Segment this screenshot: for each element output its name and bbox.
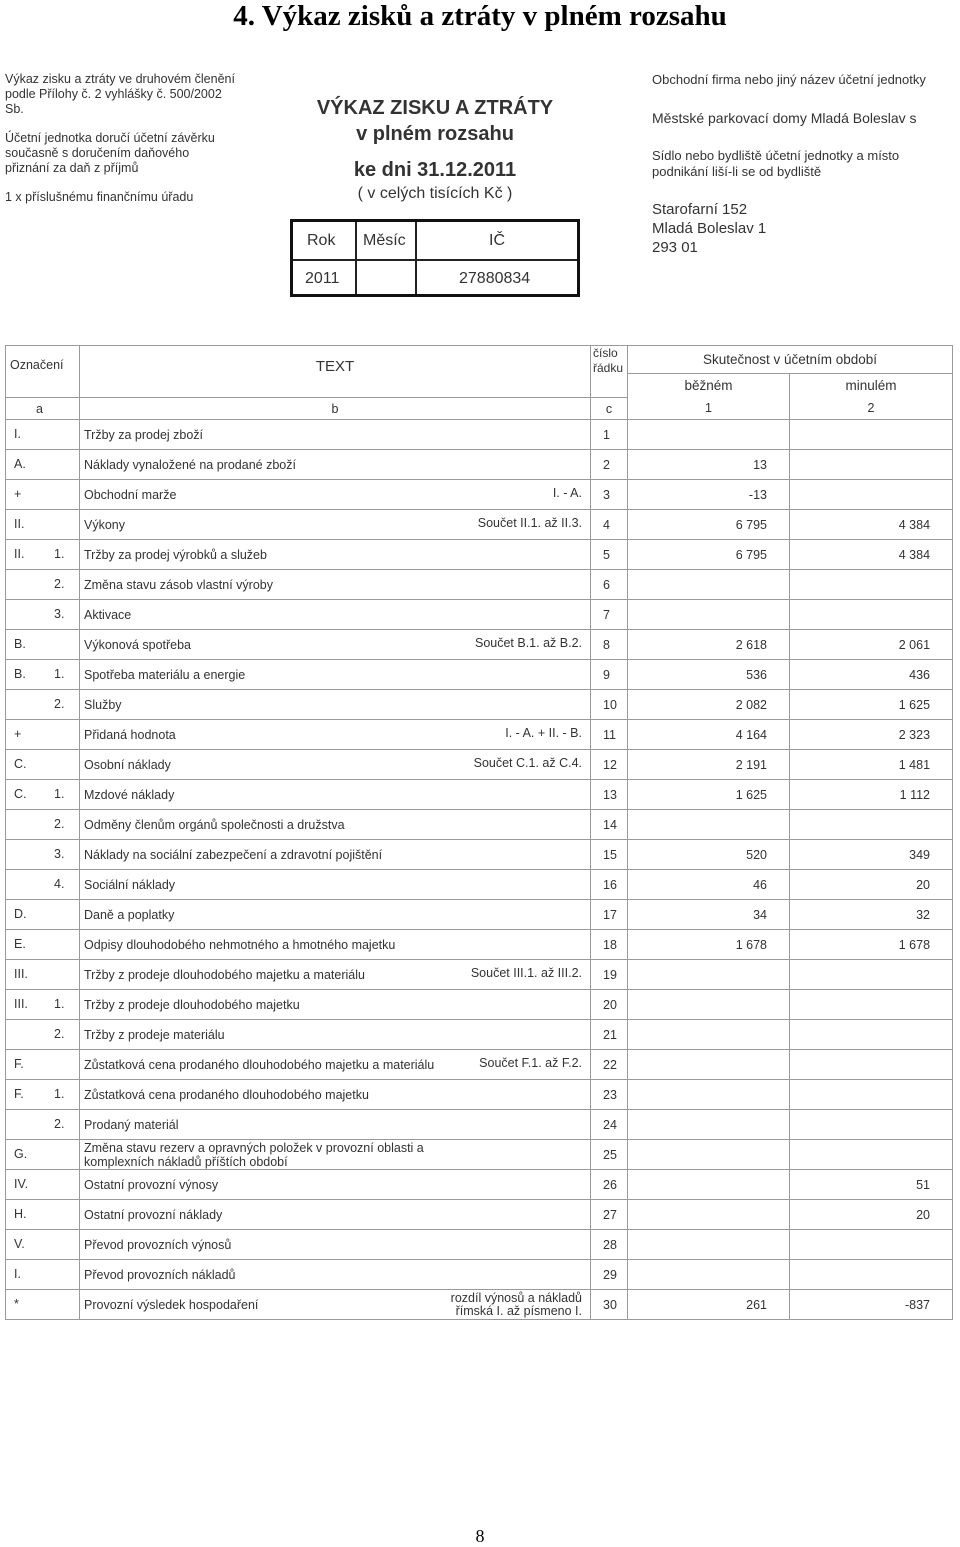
table-row [6,990,953,1020]
row-current-value [628,1230,790,1260]
row-text-cell [80,690,591,720]
table-row [6,1260,953,1290]
row-text: Odměny členům orgánů společnosti a družstva [84,817,345,832]
row-previous-value [790,810,953,840]
row-current-value: 13 [628,450,790,480]
row-current-value: 6 795 [628,540,790,570]
row-code-primary: A. [14,457,26,471]
row-text: Převod provozních výnosů [84,1237,232,1252]
row-previous-value: 349 [790,840,953,870]
row-previous-value [790,1050,953,1080]
row-previous-value: 4 384 [790,540,953,570]
entity-info [652,72,957,257]
row-designation [6,960,80,990]
row-designation [6,660,80,690]
row-text-cell [80,480,591,510]
table-row [6,780,953,810]
row-number: 17 [591,900,628,930]
row-number: 7 [591,600,628,630]
statement-title: VÝKAZ ZISKU A ZTRÁTY [316,97,554,119]
row-current-value [628,420,790,450]
row-previous-value [790,1140,953,1170]
row-formula: Součet F.1. až F.2. [479,1056,582,1070]
row-number: 3 [591,480,628,510]
row-text-cell [80,780,591,810]
row-number: 15 [591,840,628,870]
row-code-primary: B. [14,667,26,681]
row-designation [6,780,80,810]
subheader-b: b [80,398,591,420]
address-line-2: Mladá Boleslav 1 [652,220,767,237]
row-designation [6,840,80,870]
row-designation [6,540,80,570]
row-code-secondary: 2. [54,1027,65,1041]
row-text-cell [80,930,591,960]
table-row [6,1170,953,1200]
row-number: 9 [591,660,628,690]
row-text: Zůstatková cena prodaného dlouhodobého majetku a materiálu [84,1057,435,1072]
row-text-cell [80,840,591,870]
row-text: Tržby za prodej zboží [84,427,204,442]
row-current-value: 536 [628,660,790,690]
row-number: 24 [591,1110,628,1140]
header-oznaceni: Označení [6,346,80,398]
row-number: 29 [591,1260,628,1290]
rok-value: 2011 [305,270,340,287]
row-number: 16 [591,870,628,900]
row-text-cell [80,450,591,480]
row-current-value [628,1050,790,1080]
row-text-cell [80,960,591,990]
row-formula: rozdíl výnosů a nákladů římská I. až písmeno I. [450,1291,582,1318]
row-current-value: 34 [628,900,790,930]
row-text: Změna stavu zásob vlastní výroby [84,577,273,592]
table-row [6,1020,953,1050]
row-current-value: -13 [628,480,790,510]
table-row [6,960,953,990]
row-number: 11 [591,720,628,750]
table-row [6,420,953,450]
row-number: 6 [591,570,628,600]
row-text-cell [80,720,591,750]
row-text: Spotřeba materiálu a energie [84,667,246,682]
row-designation [6,510,80,540]
row-text-cell [80,1140,591,1170]
row-previous-value [790,1080,953,1110]
row-formula: Součet C.1. až C.4. [473,756,582,770]
row-designation [6,1110,80,1140]
row-designation [6,720,80,750]
row-text-cell [80,540,591,570]
row-designation [6,900,80,930]
row-previous-value [790,960,953,990]
row-number: 30 [591,1290,628,1320]
form-recipient-note: 1 x příslušnému finančnímu úřadu [5,190,194,204]
table-row [6,750,953,780]
table-row [6,570,953,600]
row-current-value [628,600,790,630]
table-row [6,450,953,480]
row-designation [6,1170,80,1200]
row-text: Tržby z prodeje materiálu [84,1027,225,1042]
row-current-value [628,1200,790,1230]
row-text-cell [80,1080,591,1110]
form-legal-basis: Výkaz zisku a ztráty ve druhovém členění podle Přílohy č. 2 vyhlášky č. 500/2002 Sb. [5,72,235,116]
row-code-secondary: 1. [54,667,65,681]
row-previous-value: 20 [790,1200,953,1230]
row-code-primary: F. [14,1057,24,1071]
table-row [6,1290,953,1320]
row-code-primary: F. [14,1087,24,1101]
row-previous-value: 436 [790,660,953,690]
row-number: 12 [591,750,628,780]
row-text: Provozní výsledek hospodaření [84,1297,259,1312]
table-row [6,720,953,750]
row-code-secondary: 3. [54,847,65,861]
row-text: Mzdové náklady [84,787,175,802]
ic-value: 27880834 [459,270,531,287]
table-row [6,900,953,930]
header-text: TEXT [80,346,591,398]
row-previous-value: -837 [790,1290,953,1320]
ic-label: IČ [489,232,505,249]
row-previous-value [790,600,953,630]
row-code-primary: C. [14,757,27,771]
table-row [6,1080,953,1110]
income-statement-table [5,345,953,1320]
row-current-value [628,1020,790,1050]
row-text: Osobní náklady [84,757,171,772]
row-text-cell [80,1290,591,1320]
row-current-value [628,810,790,840]
row-text: Převod provozních nákladů [84,1267,236,1282]
row-current-value [628,570,790,600]
statement-date: ke dni 31.12.2011 [353,159,517,181]
row-designation [6,1050,80,1080]
row-code-primary: III. [14,967,28,981]
row-text: Tržby za prodej výrobků a služeb [84,547,267,562]
row-number: 5 [591,540,628,570]
statement-subtitle: v plném rozsahu [356,123,514,145]
subheader-c: c [591,398,628,420]
row-previous-value: 1 112 [790,780,953,810]
row-current-value: 261 [628,1290,790,1320]
row-code-primary: II. [14,547,25,561]
row-text: Tržby z prodeje dlouhodobého majetku a materiálu [84,967,365,982]
row-text-cell [80,990,591,1020]
row-number: 27 [591,1200,628,1230]
row-code-secondary: 1. [54,997,65,1011]
row-formula: I. - A. + II. - B. [505,726,582,740]
row-code-secondary: 2. [54,817,65,831]
header-bezne: běžném [628,374,790,398]
row-text: Sociální náklady [84,877,176,892]
row-text: Výkonová spotřeba [84,637,192,652]
row-code-primary: G. [14,1147,28,1161]
row-text-cell [80,750,591,780]
row-text-cell [80,1050,591,1080]
row-code-secondary: 1. [54,1087,65,1101]
row-number: 21 [591,1020,628,1050]
row-code-primary: III. [14,997,28,1011]
row-text: Zůstatková cena prodaného dlouhodobého majetku [84,1087,369,1102]
row-code-secondary: 2. [54,1117,65,1131]
firm-label: Obchodní firma nebo jiný název účetní jednotky [652,72,926,87]
row-text: Ostatní provozní náklady [84,1207,223,1222]
row-designation [6,1290,80,1320]
row-current-value [628,1140,790,1170]
row-previous-value: 2 061 [790,630,953,660]
row-code-primary: + [14,487,22,501]
row-current-value [628,1170,790,1200]
row-text: Obchodní marže [84,487,177,502]
table-row [6,1140,953,1170]
row-designation [6,1200,80,1230]
row-current-value [628,1110,790,1140]
row-code-primary: D. [14,907,27,921]
row-text-cell [80,600,591,630]
row-number: 2 [591,450,628,480]
row-previous-value [790,1110,953,1140]
row-number: 13 [591,780,628,810]
row-previous-value: 1 625 [790,690,953,720]
row-text-cell [80,1200,591,1230]
row-current-value: 6 795 [628,510,790,540]
row-designation [6,690,80,720]
row-current-value [628,960,790,990]
row-designation [6,810,80,840]
seat-label: Sídlo nebo bydliště účetní jednotky a místo podnikání liší-li se od bydliště [652,148,900,179]
row-current-value: 46 [628,870,790,900]
table-row [6,840,953,870]
subheader-1: 1 [628,398,790,420]
row-designation [6,570,80,600]
row-text-cell [80,870,591,900]
row-text: Aktivace [84,607,132,622]
row-previous-value: 51 [790,1170,953,1200]
row-number: 18 [591,930,628,960]
row-previous-value: 2 323 [790,720,953,750]
row-code-primary: B. [14,637,26,651]
row-text-cell [80,660,591,690]
row-previous-value: 20 [790,870,953,900]
row-current-value: 1 678 [628,930,790,960]
row-text-cell [80,630,591,660]
subheader-2: 2 [790,398,953,420]
table-row [6,660,953,690]
subheader-a: a [6,398,80,420]
row-current-value [628,990,790,1020]
row-number: 28 [591,1230,628,1260]
row-text-cell [80,1110,591,1140]
row-designation [6,480,80,510]
row-number: 25 [591,1140,628,1170]
row-number: 8 [591,630,628,660]
row-previous-value: 4 384 [790,510,953,540]
row-designation [6,750,80,780]
row-code-secondary: 3. [54,607,65,621]
row-text: Odpisy dlouhodobého nehmotného a hmotného majetku [84,937,396,952]
row-code-primary: C. [14,787,27,801]
row-previous-value [790,990,953,1020]
row-current-value: 4 164 [628,720,790,750]
row-text: Daně a poplatky [84,907,175,922]
table-row [6,930,953,960]
row-designation [6,600,80,630]
row-designation [6,1020,80,1050]
address-line-1: Starofarní 152 [652,201,748,218]
row-designation [6,1080,80,1110]
row-number: 23 [591,1080,628,1110]
row-previous-value: 1 678 [790,930,953,960]
row-text-cell [80,1260,591,1290]
row-previous-value [790,450,953,480]
row-text-cell [80,1020,591,1050]
row-code-primary: I. [14,427,21,441]
row-text-cell [80,570,591,600]
form-submission-note: Účetní jednotka doručí účetní závěrku současně s doručením daňového přiznání za daň z příjmů [5,131,215,175]
page-title: 4. Výkaz zisků a ztráty v plném rozsahu [233,0,727,32]
row-previous-value: 1 481 [790,750,953,780]
row-previous-value: 32 [790,900,953,930]
row-text: Náklady na sociální zabezpečení a zdravotní pojištění [84,847,383,862]
row-code-secondary: 4. [54,877,65,891]
row-code-secondary: 1. [54,787,65,801]
row-text: Ostatní provozní výnosy [84,1177,219,1192]
row-current-value [628,1260,790,1290]
row-text-cell [80,420,591,450]
row-designation [6,1140,80,1170]
row-current-value: 520 [628,840,790,870]
statement-unit: ( v celých tisících Kč ) [357,185,513,202]
row-current-value: 1 625 [628,780,790,810]
row-number: 1 [591,420,628,450]
table-row [6,690,953,720]
row-text-cell [80,1230,591,1260]
row-previous-value [790,570,953,600]
page-number: 8 [475,1526,485,1546]
row-designation [6,630,80,660]
row-formula: Součet III.1. až III.2. [470,966,582,980]
table-row [6,1050,953,1080]
table-row [6,810,953,840]
row-text: Výkony [84,517,125,532]
table-row [6,540,953,570]
row-number: 4 [591,510,628,540]
row-current-value: 2 191 [628,750,790,780]
row-formula: Součet B.1. až B.2. [474,636,582,650]
row-number: 26 [591,1170,628,1200]
row-code-primary: H. [14,1207,27,1221]
row-code-primary: II. [14,517,25,531]
header-cislo-radku: číslo řádku [591,346,628,398]
table-row [6,600,953,630]
row-previous-value [790,1230,953,1260]
row-text: Přidaná hodnota [84,727,176,742]
table-row [6,480,953,510]
row-current-value: 2 618 [628,630,790,660]
statement-heading [290,95,580,205]
table-row [6,1230,953,1260]
row-designation [6,870,80,900]
firm-name: Městské parkovací domy Mladá Boleslav s [652,110,917,126]
row-designation [6,1230,80,1260]
row-code-primary: IV. [14,1177,29,1191]
row-number: 14 [591,810,628,840]
table-row [6,870,953,900]
row-text-cell [80,810,591,840]
row-previous-value [790,480,953,510]
row-code-secondary: 2. [54,577,65,591]
row-designation [6,1260,80,1290]
row-text: Náklady vynaložené na prodané zboží [84,457,296,472]
row-text: Tržby z prodeje dlouhodobého majetku [84,997,300,1012]
row-text: Služby [84,697,122,712]
row-designation [6,990,80,1020]
mesic-label: Měsíc [363,232,406,249]
row-number: 22 [591,1050,628,1080]
row-designation [6,450,80,480]
row-text-cell [80,1170,591,1200]
row-text: Prodaný materiál [84,1117,179,1132]
row-number: 20 [591,990,628,1020]
row-previous-value [790,1020,953,1050]
row-formula: I. - A. [552,486,582,500]
row-text-cell [80,900,591,930]
row-code-primary: I. [14,1267,21,1281]
row-previous-value [790,420,953,450]
table-row [6,1110,953,1140]
header-minule: minulém [790,374,953,398]
row-code-primary: V. [14,1237,25,1251]
row-previous-value [790,1260,953,1290]
row-code-secondary: 2. [54,697,65,711]
row-text: Změna stavu rezerv a opravných položek v provozní oblasti a komplexních nákladů příštích období [84,1140,424,1169]
row-current-value: 2 082 [628,690,790,720]
table-row [6,510,953,540]
row-text-cell [80,510,591,540]
table-row [6,1200,953,1230]
header-skutecnost: Skutečnost v účetním období [628,346,953,374]
address-line-3: 293 01 [652,239,698,256]
row-number: 10 [591,690,628,720]
form-instructions [5,72,235,219]
row-code-secondary: 1. [54,547,65,561]
rok-label: Rok [307,232,336,249]
row-code-primary: + [14,727,22,741]
identification-box [290,219,580,297]
row-number: 19 [591,960,628,990]
row-code-primary: * [14,1297,19,1311]
row-current-value [628,1080,790,1110]
row-designation [6,930,80,960]
row-designation [6,420,80,450]
table-row [6,630,953,660]
row-formula: Součet II.1. až II.3. [477,516,582,530]
row-code-primary: E. [14,937,26,951]
